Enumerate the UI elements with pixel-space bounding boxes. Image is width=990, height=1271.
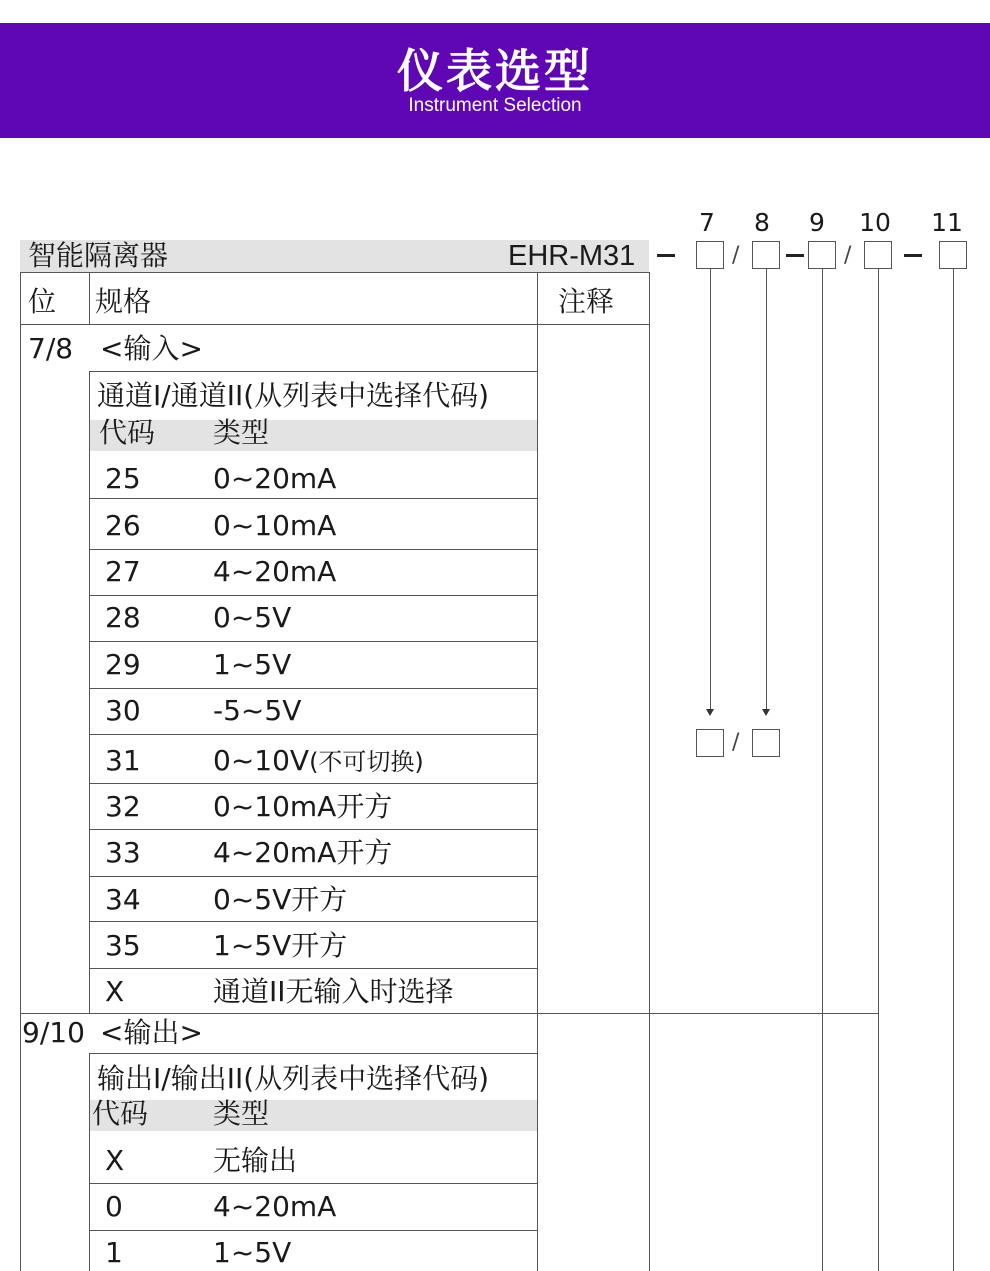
table-row-line — [89, 1230, 537, 1231]
code-box-10[interactable] — [864, 241, 892, 269]
model-dash — [786, 254, 804, 257]
table-row-line — [89, 783, 537, 784]
table-row-line — [89, 734, 537, 735]
table-row-line — [20, 1013, 879, 1014]
table-col-divider — [89, 1053, 90, 1271]
code-box-8[interactable] — [752, 241, 780, 269]
input-code-header-bar — [90, 420, 537, 451]
col-header-note: 注释 — [558, 285, 615, 318]
input-code: 33 — [105, 836, 141, 869]
input-type: 0~20mA — [213, 462, 337, 495]
table-row-line — [89, 549, 537, 550]
col-header-spec: 规格 — [95, 285, 152, 318]
output-section-title: <输出> — [100, 1016, 203, 1049]
input-code: 29 — [105, 648, 141, 681]
position-11: 11 — [931, 208, 963, 237]
output-type: 无输出 — [213, 1144, 298, 1177]
result-box-7 — [696, 729, 724, 757]
slash-separator: / — [732, 243, 740, 268]
output-type-header: 类型 — [213, 1097, 270, 1130]
input-code: 34 — [105, 883, 141, 916]
table-row-line — [89, 921, 537, 922]
input-code: 31 — [105, 744, 141, 777]
result-box-8 — [752, 729, 780, 757]
output-type: 4~20mA — [213, 1190, 337, 1223]
table-row-line — [20, 272, 650, 273]
input-section-title: <输入> — [100, 332, 203, 365]
position-8: 8 — [754, 208, 770, 237]
table-row-line — [89, 876, 537, 877]
table-border-left — [20, 272, 21, 1271]
input-type-note: (不可切换) — [309, 748, 424, 776]
input-type: 0~10mA开方 — [213, 790, 393, 823]
input-type: 4~20mA — [213, 555, 337, 588]
input-type: 1~5V开方 — [213, 929, 348, 962]
arrow-down-icon — [762, 709, 770, 716]
table-row-line — [89, 968, 537, 969]
code-box-11[interactable] — [939, 241, 967, 269]
input-type: 通道II无输入时选择 — [213, 975, 454, 1008]
input-type: 0~10mA — [213, 509, 337, 542]
product-model: EHR-M31 — [508, 240, 636, 272]
table-row-line — [89, 641, 537, 642]
output-code: X — [105, 1144, 125, 1177]
table-border-right — [649, 272, 650, 1271]
input-type: 0~10V — [213, 744, 310, 777]
position-10: 10 — [859, 208, 891, 237]
table-row-line — [89, 371, 537, 372]
connector-line-11 — [953, 269, 954, 1271]
output-type: 1~5V — [213, 1236, 292, 1269]
table-row-line — [89, 1183, 537, 1184]
output-position: 9/10 — [22, 1016, 85, 1049]
table-row-line — [89, 829, 537, 830]
table-col-divider — [89, 371, 90, 1013]
input-position: 7/8 — [28, 332, 74, 365]
input-code: 27 — [105, 555, 141, 588]
product-name: 智能隔离器 — [28, 239, 169, 272]
input-type: 0~5V开方 — [213, 883, 348, 916]
table-row-line — [89, 688, 537, 689]
output-code: 1 — [105, 1236, 123, 1269]
output-section-subtitle: 输出I/输出II(从列表中选择代码) — [97, 1062, 490, 1095]
output-code: 0 — [105, 1190, 123, 1223]
output-code-header-bar — [90, 1100, 537, 1131]
code-box-7[interactable] — [696, 241, 724, 269]
input-code: 26 — [105, 509, 141, 542]
table-row-line — [89, 498, 537, 499]
connector-line-7 — [710, 269, 711, 710]
input-type: 1~5V — [213, 648, 292, 681]
input-code: 30 — [105, 694, 141, 727]
connector-line-8 — [766, 269, 767, 710]
table-row-line — [89, 1053, 537, 1054]
input-type: -5~5V — [213, 694, 302, 727]
input-code: X — [105, 975, 125, 1008]
output-code-header: 代码 — [92, 1097, 149, 1130]
input-code: 28 — [105, 601, 141, 634]
page-subtitle: Instrument Selection — [408, 95, 582, 116]
page-title: 仪表选型 — [397, 44, 593, 98]
model-dash — [657, 254, 675, 257]
connector-line-9 — [822, 269, 823, 1271]
table-row-line — [20, 324, 650, 325]
input-code: 25 — [105, 462, 141, 495]
input-type-header: 类型 — [213, 416, 270, 449]
input-code-header: 代码 — [99, 416, 156, 449]
input-type: 4~20mA开方 — [213, 836, 393, 869]
slash-separator: / — [844, 243, 852, 268]
input-section-subtitle: 通道I/通道II(从列表中选择代码) — [97, 379, 490, 412]
connector-line-10 — [878, 269, 879, 1271]
slash-separator: / — [732, 730, 740, 755]
code-box-9[interactable] — [808, 241, 836, 269]
table-col-divider — [537, 272, 538, 1271]
input-code: 35 — [105, 929, 141, 962]
table-col-divider — [89, 272, 90, 324]
position-7: 7 — [699, 208, 715, 237]
title-banner — [0, 23, 990, 138]
arrow-down-icon — [706, 709, 714, 716]
model-dash — [904, 254, 922, 257]
position-9: 9 — [809, 208, 825, 237]
input-code: 32 — [105, 790, 141, 823]
col-header-position: 位 — [28, 285, 57, 318]
input-type: 0~5V — [213, 601, 292, 634]
table-row-line — [89, 595, 537, 596]
